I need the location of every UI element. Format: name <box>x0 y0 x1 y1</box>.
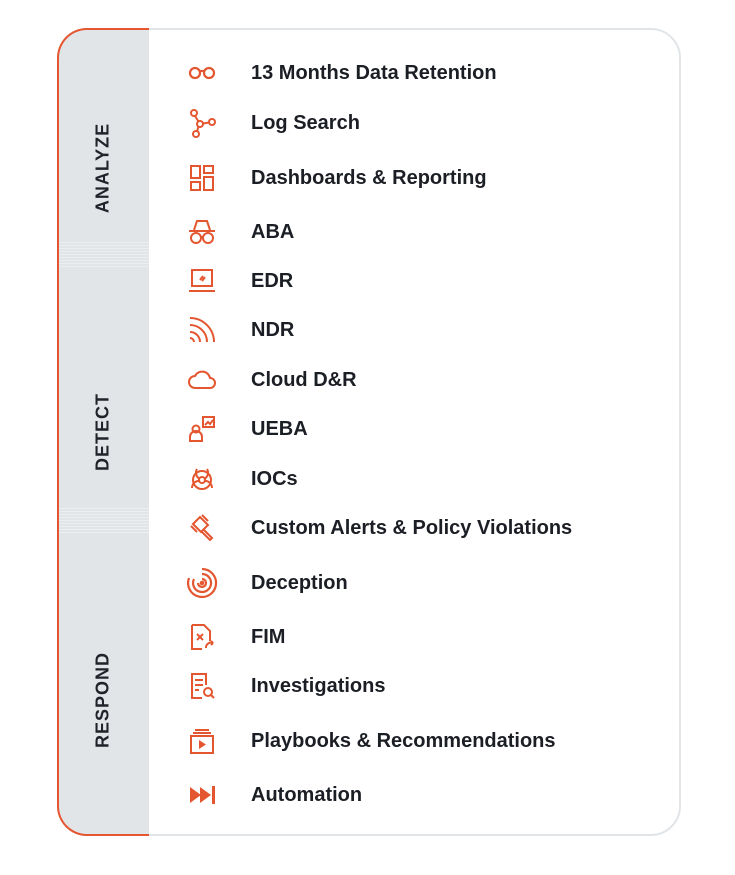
binoculars-icon <box>186 58 218 88</box>
item-label: ABA <box>251 220 295 243</box>
item-label: Deception <box>251 571 348 594</box>
item-label: Dashboards & Reporting <box>251 166 487 189</box>
list-item <box>186 568 666 598</box>
gavel-icon <box>186 513 218 543</box>
list-item <box>186 163 666 193</box>
item-label: Playbooks & Recommendations <box>251 729 556 752</box>
section-divider <box>57 508 149 534</box>
item-label: FIM <box>251 625 286 648</box>
list-item <box>186 58 666 88</box>
item-label: Investigations <box>251 674 386 697</box>
list-item <box>186 266 666 296</box>
list-item <box>186 671 666 701</box>
section-sidebar <box>57 28 149 836</box>
list-item <box>186 726 666 756</box>
laptop-icon <box>186 266 218 296</box>
target-rings-icon <box>186 568 218 598</box>
dashboard-grid-icon <box>186 163 218 193</box>
user-chart-icon <box>186 414 218 444</box>
list-item <box>186 464 666 494</box>
list-item <box>186 414 666 444</box>
item-label: 13 Months Data Retention <box>251 61 497 84</box>
item-label: Cloud D&R <box>251 368 357 391</box>
item-label: UEBA <box>251 417 308 440</box>
item-label: NDR <box>251 318 295 341</box>
item-label: IOCs <box>251 467 298 490</box>
list-item <box>186 780 666 810</box>
list-item <box>186 108 666 138</box>
spy-glasses-icon <box>186 217 218 247</box>
list-item <box>186 622 666 652</box>
list-item <box>186 513 666 543</box>
list-item <box>186 315 666 345</box>
file-x-icon <box>186 622 218 652</box>
item-label: Log Search <box>251 111 360 134</box>
section-divider <box>57 242 149 268</box>
fast-forward-icon <box>186 780 218 810</box>
biohazard-icon <box>186 464 218 494</box>
signal-waves-icon <box>186 315 218 345</box>
item-label: Custom Alerts & Policy Violations <box>251 516 573 539</box>
document-search-icon <box>186 671 218 701</box>
item-label: EDR <box>251 269 294 292</box>
node-graph-icon <box>186 108 218 138</box>
playbook-icon <box>186 726 218 756</box>
section-label-detect: DETECT <box>92 393 113 471</box>
list-item <box>186 365 666 395</box>
item-label: Automation <box>251 783 363 806</box>
list-item <box>186 217 666 247</box>
section-label-respond: RESPOND <box>92 651 113 749</box>
section-label-analyze: ANALYZE <box>92 122 113 214</box>
cloud-icon <box>186 365 218 395</box>
